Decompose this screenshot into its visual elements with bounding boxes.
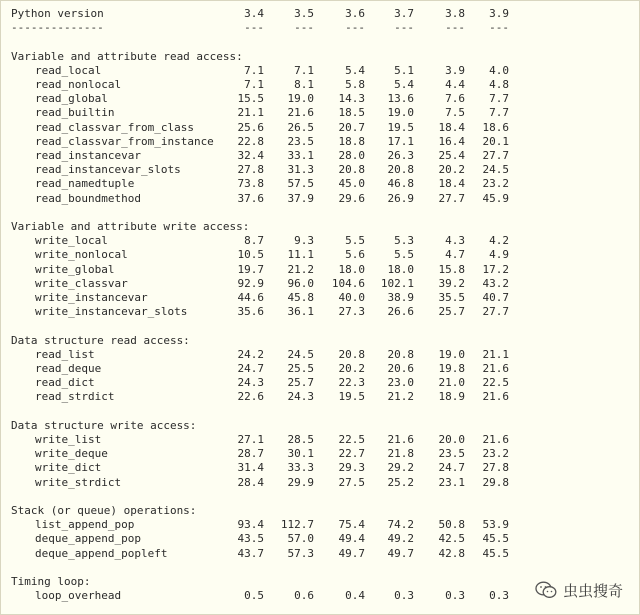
section-title: Data structure read access: bbox=[11, 333, 190, 347]
timing-value: 4.3 bbox=[445, 234, 465, 248]
benchmark-name: deque_append_pop bbox=[35, 532, 141, 546]
timing-value: 27.1 bbox=[237, 433, 264, 446]
section-title: Timing loop: bbox=[11, 575, 91, 588]
timing-value: 45.5 bbox=[482, 546, 509, 560]
timing-value: 29.9 bbox=[287, 475, 314, 489]
timing-value: 18.0 bbox=[338, 262, 365, 276]
timing-value: 19.0 bbox=[438, 347, 465, 361]
timing-value: 5.4 bbox=[394, 78, 414, 91]
timing-value: 36.1 bbox=[287, 305, 314, 319]
timing-value: 25.7 bbox=[438, 305, 465, 319]
section-title: Variable and attribute write access: bbox=[11, 220, 250, 233]
timing-value: 17.2 bbox=[482, 262, 509, 276]
timing-value: 9.3 bbox=[294, 234, 314, 248]
timing-value: 112.7 bbox=[280, 518, 314, 532]
timing-value: 43.7 bbox=[237, 546, 264, 560]
timing-value: 21.2 bbox=[287, 262, 314, 276]
timing-value: 26.6 bbox=[387, 305, 414, 319]
timing-value: 49.2 bbox=[387, 532, 414, 546]
benchmark-name: read_namedtuple bbox=[35, 177, 135, 191]
timing-value: 96.0 bbox=[287, 276, 314, 290]
timing-value: 33.1 bbox=[287, 149, 314, 162]
timing-value: 0.4 bbox=[345, 589, 365, 603]
benchmark-name: loop_overhead bbox=[35, 589, 122, 603]
timing-value: 3.9 bbox=[445, 63, 465, 77]
timing-value: 5.4 bbox=[345, 63, 365, 77]
header-label: Python version bbox=[11, 7, 104, 20]
benchmark-name: write_deque bbox=[35, 447, 108, 461]
timing-value: 27.8 bbox=[237, 163, 264, 177]
timing-value: 35.5 bbox=[438, 291, 465, 304]
timing-value: 5.6 bbox=[345, 248, 365, 262]
benchmark-name: read_strdict bbox=[35, 390, 115, 404]
column-underline: --- bbox=[394, 21, 414, 35]
timing-value: 35.6 bbox=[237, 305, 264, 319]
timing-value: 11.1 bbox=[287, 248, 314, 262]
timing-value: 0.3 bbox=[394, 589, 414, 603]
timing-value: 29.8 bbox=[482, 475, 509, 489]
timing-value: 49.4 bbox=[338, 532, 365, 546]
version-header: 3.9 bbox=[489, 7, 509, 20]
benchmark-name: read_instancevar bbox=[35, 149, 141, 162]
timing-value: 20.8 bbox=[387, 163, 414, 177]
timing-value: 25.5 bbox=[287, 362, 314, 375]
timing-value: 20.0 bbox=[438, 433, 465, 446]
timing-value: 24.7 bbox=[438, 461, 465, 475]
benchmark-name: write_strdict bbox=[35, 475, 122, 489]
benchmark-name: write_nonlocal bbox=[35, 248, 128, 262]
timing-value: 40.7 bbox=[482, 291, 509, 304]
timing-value: 21.6 bbox=[482, 433, 509, 446]
benchmark-name: list_append_pop bbox=[35, 518, 135, 532]
timing-value: 10.5 bbox=[237, 248, 264, 262]
timing-value: 45.5 bbox=[482, 532, 509, 546]
timing-value: 19.5 bbox=[387, 120, 414, 134]
timing-value: 0.6 bbox=[294, 589, 314, 603]
timing-value: 4.2 bbox=[489, 234, 509, 248]
timing-value: 0.3 bbox=[489, 589, 509, 603]
timing-value: 18.8 bbox=[338, 134, 365, 148]
column-underline: --- bbox=[244, 21, 264, 35]
timing-value: 43.5 bbox=[237, 532, 264, 546]
timing-value: 5.3 bbox=[394, 234, 414, 248]
timing-value: 20.7 bbox=[338, 120, 365, 134]
timing-value: 45.8 bbox=[287, 291, 314, 304]
version-header: 3.6 bbox=[345, 7, 365, 20]
timing-value: 8.1 bbox=[294, 78, 314, 91]
timing-value: 22.6 bbox=[237, 390, 264, 404]
timing-value: 26.9 bbox=[387, 191, 414, 205]
timing-value: 7.6 bbox=[445, 92, 465, 106]
timing-value: 25.2 bbox=[387, 475, 414, 489]
timing-value: 19.8 bbox=[438, 362, 465, 375]
timing-value: 19.0 bbox=[287, 92, 314, 106]
timing-value: 4.9 bbox=[489, 248, 509, 262]
benchmark-name: write_instancevar_slots bbox=[35, 305, 188, 319]
timing-value: 16.4 bbox=[438, 134, 465, 148]
timing-value: 7.7 bbox=[489, 106, 509, 120]
benchmark-name: write_classvar bbox=[35, 276, 128, 290]
timing-value: 24.7 bbox=[237, 362, 264, 375]
timing-value: 18.4 bbox=[438, 120, 465, 134]
timing-value: 4.8 bbox=[489, 78, 509, 91]
benchmark-name: read_boundmethod bbox=[35, 191, 141, 205]
timing-value: 39.2 bbox=[438, 276, 465, 290]
timing-value: 102.1 bbox=[380, 276, 414, 290]
timing-value: 23.5 bbox=[438, 447, 465, 461]
timing-value: 23.2 bbox=[482, 177, 509, 191]
timing-value: 22.8 bbox=[237, 134, 264, 148]
header-underline: -------------- bbox=[11, 21, 104, 35]
timing-value: 14.3 bbox=[338, 92, 365, 106]
timing-value: 8.7 bbox=[244, 234, 264, 248]
benchmark-name: read_global bbox=[35, 92, 108, 106]
timing-value: 15.8 bbox=[438, 262, 465, 276]
benchmark-name: read_local bbox=[35, 63, 102, 77]
timing-value: 20.2 bbox=[438, 163, 465, 177]
timing-value: 29.6 bbox=[338, 191, 365, 205]
benchmark-name: read_dict bbox=[35, 376, 95, 390]
timing-value: 21.6 bbox=[482, 362, 509, 375]
benchmark-name: read_classvar_from_instance bbox=[35, 134, 214, 148]
timing-value: 18.0 bbox=[387, 262, 414, 276]
timing-value: 49.7 bbox=[387, 546, 414, 560]
timing-value: 21.6 bbox=[482, 390, 509, 404]
timing-value: 27.3 bbox=[338, 305, 365, 319]
timing-value: 21.1 bbox=[237, 106, 264, 120]
column-underline: --- bbox=[445, 21, 465, 35]
timing-value: 24.3 bbox=[237, 376, 264, 390]
timing-value: 37.9 bbox=[287, 191, 314, 205]
timing-value: 20.1 bbox=[482, 134, 509, 148]
version-header: 3.7 bbox=[394, 7, 414, 20]
timing-value: 27.7 bbox=[482, 149, 509, 162]
timing-value: 5.1 bbox=[394, 63, 414, 77]
timing-value: 20.2 bbox=[338, 362, 365, 375]
benchmark-name: write_dict bbox=[35, 461, 102, 475]
timing-value: 49.7 bbox=[338, 546, 365, 560]
timing-value: 27.8 bbox=[482, 461, 509, 475]
timing-value: 18.5 bbox=[338, 106, 365, 120]
timing-value: 0.3 bbox=[445, 589, 465, 603]
benchmark-name: read_instancevar_slots bbox=[35, 163, 181, 177]
timing-value: 28.0 bbox=[338, 149, 365, 162]
timing-value: 32.4 bbox=[237, 149, 264, 162]
timing-value: 21.6 bbox=[287, 106, 314, 120]
timing-value: 5.5 bbox=[345, 234, 365, 248]
timing-value: 29.2 bbox=[387, 461, 414, 475]
timing-value: 22.3 bbox=[338, 376, 365, 390]
timing-value: 28.4 bbox=[237, 475, 264, 489]
timing-value: 23.2 bbox=[482, 447, 509, 461]
timing-value: 19.7 bbox=[237, 262, 264, 276]
timing-value: 21.0 bbox=[438, 376, 465, 390]
timing-value: 57.0 bbox=[287, 532, 314, 546]
benchmark-name: deque_append_popleft bbox=[35, 546, 168, 560]
timing-value: 27.7 bbox=[438, 191, 465, 205]
timing-value: 104.6 bbox=[331, 276, 365, 290]
timing-value: 29.3 bbox=[338, 461, 365, 475]
timing-value: 17.1 bbox=[387, 134, 414, 148]
timing-value: 15.5 bbox=[237, 92, 264, 106]
benchmark-name: write_list bbox=[35, 433, 102, 446]
section-title: Data structure write access: bbox=[11, 418, 197, 432]
timing-value: 73.8 bbox=[237, 177, 264, 191]
benchmark-name: read_deque bbox=[35, 362, 102, 375]
benchmark-name: read_classvar_from_class bbox=[35, 120, 194, 134]
benchmark-name: write_global bbox=[35, 262, 115, 276]
timing-value: 4.7 bbox=[445, 248, 465, 262]
timing-value: 20.8 bbox=[338, 163, 365, 177]
timing-value: 43.2 bbox=[482, 276, 509, 290]
benchmark-name: write_instancevar bbox=[35, 291, 148, 304]
timing-value: 22.5 bbox=[482, 376, 509, 390]
timing-value: 7.1 bbox=[244, 78, 264, 91]
timing-value: 21.6 bbox=[387, 433, 414, 446]
timing-value: 46.8 bbox=[387, 177, 414, 191]
timing-value: 21.1 bbox=[482, 347, 509, 361]
version-header: 3.4 bbox=[244, 7, 264, 20]
timing-value: 21.2 bbox=[387, 390, 414, 404]
timing-value: 20.6 bbox=[387, 362, 414, 375]
timing-value: 38.9 bbox=[387, 291, 414, 304]
timing-value: 4.4 bbox=[445, 78, 465, 91]
timing-value: 31.4 bbox=[237, 461, 264, 475]
timing-value: 24.2 bbox=[237, 347, 264, 361]
column-underline: --- bbox=[489, 21, 509, 35]
timing-value: 33.3 bbox=[287, 461, 314, 475]
timing-value: 42.5 bbox=[438, 532, 465, 546]
timing-value: 19.5 bbox=[338, 390, 365, 404]
timing-value: 25.6 bbox=[237, 120, 264, 134]
timing-value: 37.6 bbox=[237, 191, 264, 205]
timing-value: 20.8 bbox=[338, 347, 365, 361]
benchmark-name: read_nonlocal bbox=[35, 78, 122, 91]
timing-value: 5.8 bbox=[345, 78, 365, 91]
timing-value: 45.9 bbox=[482, 191, 509, 205]
watermark-text: 虫虫搜奇 bbox=[562, 581, 623, 600]
timing-value: 22.7 bbox=[338, 447, 365, 461]
timing-value: 18.4 bbox=[438, 177, 465, 191]
timing-value: 19.0 bbox=[387, 106, 414, 120]
timing-value: 42.8 bbox=[438, 546, 465, 560]
timing-value: 24.5 bbox=[482, 163, 509, 177]
section-title: Stack (or queue) operations: bbox=[11, 504, 197, 517]
timing-value: 4.0 bbox=[489, 63, 509, 77]
benchmark-name: read_builtin bbox=[35, 106, 115, 120]
timing-value: 21.8 bbox=[387, 447, 414, 461]
timing-value: 93.4 bbox=[237, 518, 264, 532]
timing-value: 7.1 bbox=[294, 63, 314, 77]
timing-value: 13.6 bbox=[387, 92, 414, 106]
timing-value: 20.8 bbox=[387, 347, 414, 361]
timing-value: 26.3 bbox=[387, 149, 414, 162]
timing-value: 18.6 bbox=[482, 120, 509, 134]
timing-value: 57.5 bbox=[287, 177, 314, 191]
timing-value: 7.1 bbox=[244, 63, 264, 77]
timing-value: 27.5 bbox=[338, 475, 365, 489]
timing-value: 5.5 bbox=[394, 248, 414, 262]
timing-value: 57.3 bbox=[287, 546, 314, 560]
timing-value: 92.9 bbox=[237, 276, 264, 290]
benchmark-name: read_list bbox=[35, 347, 95, 361]
version-header: 3.8 bbox=[445, 7, 465, 20]
timing-value: 50.8 bbox=[438, 518, 465, 532]
timing-value: 45.0 bbox=[338, 177, 365, 191]
timing-value: 25.4 bbox=[438, 149, 465, 162]
timing-value: 25.7 bbox=[287, 376, 314, 390]
timing-value: 23.0 bbox=[387, 376, 414, 390]
version-header: 3.5 bbox=[294, 7, 314, 20]
timing-value: 28.7 bbox=[237, 447, 264, 461]
timing-value: 27.7 bbox=[482, 305, 509, 319]
timing-value: 23.5 bbox=[287, 134, 314, 148]
column-underline: --- bbox=[345, 21, 365, 35]
timing-value: 0.5 bbox=[244, 589, 264, 603]
timing-value: 30.1 bbox=[287, 447, 314, 461]
benchmark-name: write_local bbox=[35, 234, 108, 248]
timing-value: 31.3 bbox=[287, 163, 314, 177]
timing-value: 7.7 bbox=[489, 92, 509, 106]
timing-value: 23.1 bbox=[438, 475, 465, 489]
timing-value: 28.5 bbox=[287, 433, 314, 446]
watermark bbox=[535, 580, 623, 600]
timing-value: 24.5 bbox=[287, 347, 314, 361]
timing-value: 40.0 bbox=[338, 291, 365, 304]
timing-value: 22.5 bbox=[338, 433, 365, 446]
timing-value: 44.6 bbox=[237, 291, 264, 304]
timing-value: 75.4 bbox=[338, 518, 365, 532]
timing-value: 7.5 bbox=[445, 106, 465, 120]
timing-value: 74.2 bbox=[387, 518, 414, 532]
wechat-logo-icon bbox=[535, 581, 557, 599]
column-underline: --- bbox=[294, 21, 314, 35]
timing-value: 26.5 bbox=[287, 120, 314, 134]
timing-value: 53.9 bbox=[482, 518, 509, 532]
timing-value: 18.9 bbox=[438, 390, 465, 404]
timing-value: 24.3 bbox=[287, 390, 314, 404]
section-title: Variable and attribute read access: bbox=[11, 49, 243, 63]
